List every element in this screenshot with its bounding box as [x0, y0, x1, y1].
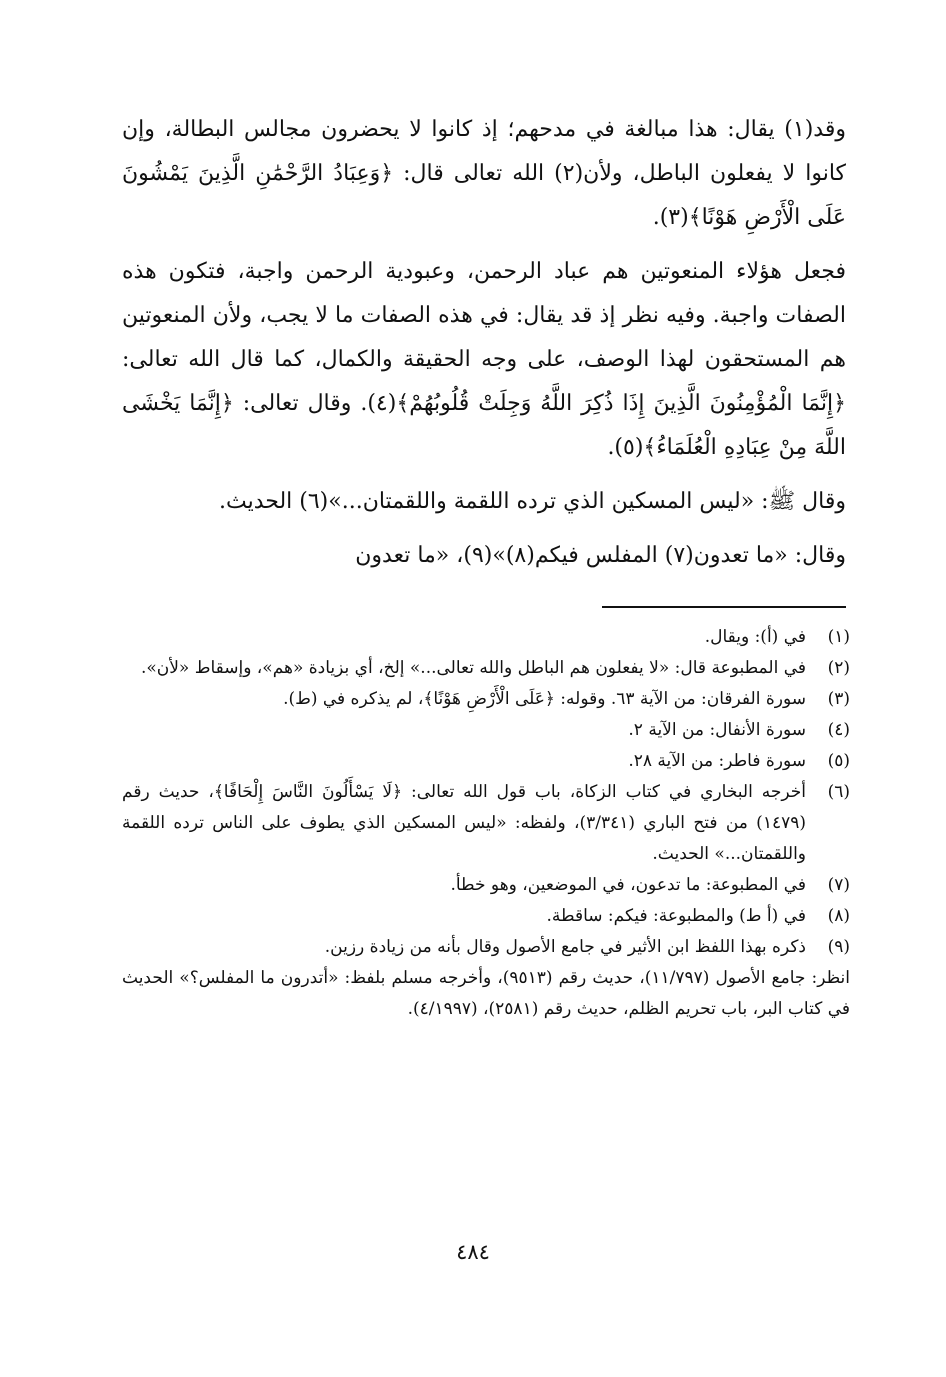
footnote-text: سورة الفرقان: من الآية ٦٣. وقوله: ﴿عَلَى الْأَرْضِ هَوْنًا﴾، لم يذكره في (ط).: [283, 689, 806, 709]
footnote: [122, 622, 850, 653]
page-number: ٤٨٤: [456, 1240, 490, 1264]
paragraph-1: وقد(١) يقال: هذا مبالغة في مدحهم؛ إذ كانوا لا يحضرون مجالس البطالة، وإن كانوا لا يفعلون الباطل، ولأن(٢) الله تعالى قال: ﴿وَعِبَادُ الرَّحْمَٰنِ الَّذِينَ يَمْشُونَ عَلَى الْأَرْضِ هَوْنًا﴾(٣).: [122, 117, 846, 230]
footnote-number: (٣): [827, 689, 850, 709]
footnote-text: سورة فاطر: من الآية ٢٨.: [628, 751, 806, 771]
footnote-text: في (أ ط) والمطبوعة: فيكم: ساقطة.: [546, 906, 806, 926]
footnote-number: (٤): [827, 720, 850, 740]
footnote-number: (٦): [827, 782, 850, 802]
footnotes: [122, 622, 850, 1025]
footnote: [122, 901, 850, 932]
footnote-continuation-row: [122, 963, 850, 1025]
paragraph-2: فجعل هؤلاء المنعوتين هم عباد الرحمن، وعبودية الرحمن واجبة، فتكون هذه الصفات واجبة. وفيه نظر إذ قد يقال: في هذه الصفات ما لا يجب، ولأن المنعوتين هم المستحقون لهذا الوصف، على وجه الحقيقة والكمال، كما قال الله تعالى: ﴿إِنَّمَا الْمُؤْمِنُونَ الَّذِينَ إِذَا ذُكِرَ اللَّهُ وَجِلَتْ قُلُوبُهُمْ﴾(٤). وقال تعالى: ﴿إِنَّمَا يَخْشَى اللَّهَ مِنْ عِبَادِهِ الْعُلَمَاءُ﴾(٥).: [122, 259, 846, 460]
footnote-number: (٢): [827, 658, 850, 678]
footnote: [122, 684, 850, 715]
footnote-number: (٧): [827, 875, 850, 895]
footnote: [122, 932, 850, 963]
footnote: [122, 870, 850, 901]
paragraph-3: وقال ﷺ: «ليس المسكين الذي ترده اللقمة واللقمتان...»(٦) الحديث.: [218, 489, 846, 514]
footnote-text: في (أ): ويقال.: [704, 627, 806, 647]
footnote-text: في المطبوعة قال: «لا يفعلون هم الباطل والله تعالى...» إلخ، أي بزيادة «هم»، وإسقاط «لأن».: [140, 658, 806, 678]
footnote: [122, 715, 850, 746]
footnote-number: (٨): [827, 906, 850, 926]
footnote: [122, 746, 850, 777]
footnote-text: أخرجه البخاري في كتاب الزكاة، باب قول الله تعالى: ﴿لَا يَسْأَلُونَ النَّاسَ إِلْحَافًا﴾، حديث رقم (١٤٧٩) من فتح الباري (٣/٣٤١)، ولفظه: «ليس المسكين الذي يطوف على الناس ترده اللقمة واللقمتان...» الحديث.: [122, 782, 806, 864]
footnote: [122, 653, 850, 684]
footnote-text: ذكره بهذا اللفظ ابن الأثير في جامع الأصول وقال بأنه من زيادة رزين.: [324, 937, 806, 957]
footnote-separator: [602, 606, 846, 608]
main-text: [122, 108, 846, 578]
footnote-text: سورة الأنفال: من الآية ٢.: [628, 720, 806, 740]
paragraph-4: وقال: «ما تعدون(٧) المفلس فيكم(٨)»(٩)، «ما تعدون: [355, 543, 846, 568]
footnote-number: (١): [827, 627, 850, 647]
footnote-continuation: انظر: جامع الأصول (١١/٧٩٧)، حديث رقم (٩٥١٣)، وأخرجه مسلم بلفظ: «أتدرون ما المفلس؟» الحديث في كتاب البر، باب تحريم الظلم، حديث رقم (٢٥٨١)، (٤/١٩٩٧).: [122, 968, 850, 1019]
footnote: [122, 777, 850, 870]
footnote-text: في المطبوعة: ما تدعون، في الموضعين، وهو خطأ.: [450, 875, 806, 895]
footnote-number: (٥): [827, 751, 850, 771]
footnote-number: (٩): [827, 937, 850, 957]
